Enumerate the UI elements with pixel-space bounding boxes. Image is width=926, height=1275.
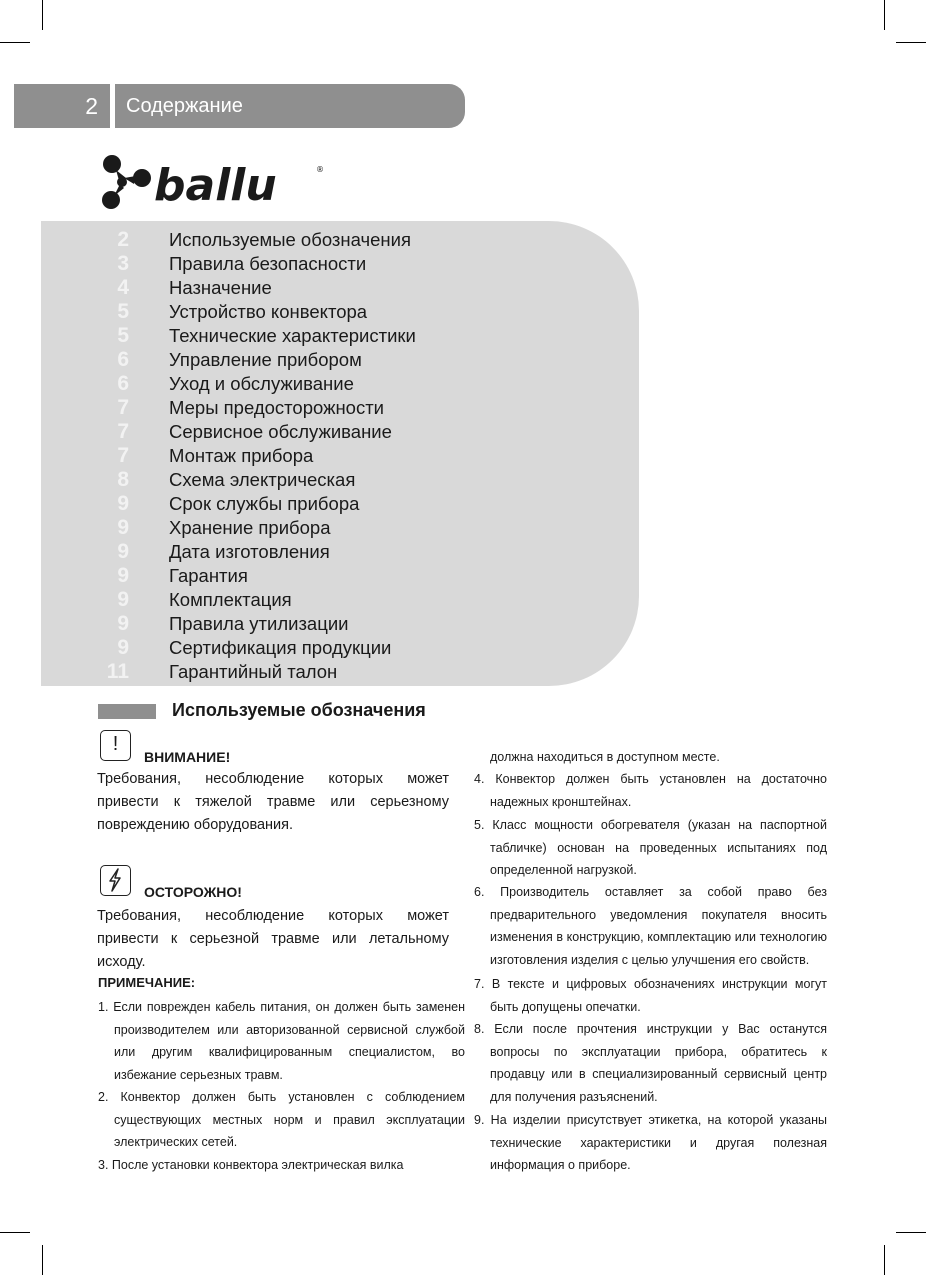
toc-page-number: 2 (117, 228, 129, 251)
toc-page-number: 9 (117, 588, 129, 611)
fan-icon (102, 155, 151, 209)
page-title: Содержание (126, 95, 243, 117)
toc-item[interactable] (41, 516, 601, 540)
toc-page-number: 9 (117, 492, 129, 515)
toc-title: Хранение прибора (169, 517, 331, 538)
note-item: 5. Класс мощности обогревателя (указан на паспортной табличке) основан на проведенных испытаниях под определенной нагрузкой. (474, 818, 827, 877)
section-rule (98, 704, 156, 719)
crop-mark (0, 1232, 30, 1233)
crop-mark (896, 42, 926, 43)
toc-item[interactable] (41, 444, 601, 468)
crop-mark (42, 1245, 43, 1275)
toc-title: Технические характеристики (169, 325, 416, 346)
toc-page-number: 6 (117, 372, 129, 395)
toc-page-number: 9 (117, 540, 129, 563)
toc-page-number: 5 (117, 324, 129, 347)
toc-title: Управление прибором (169, 349, 362, 370)
toc-item[interactable] (41, 324, 601, 348)
crop-mark (884, 1245, 885, 1275)
attention-text: Требования, несоблюдение которых может привести к тяжелой травме или серьезному повреждению оборудования. (97, 771, 449, 833)
toc-item[interactable] (41, 492, 601, 516)
toc-item[interactable] (41, 612, 601, 636)
toc-title: Устройство конвектора (169, 301, 368, 322)
toc-title: Правила безопасности (169, 253, 367, 274)
toc-title: Используемые обозначения (169, 229, 411, 250)
toc-title: Комплектация (169, 589, 292, 610)
toc-item[interactable] (41, 468, 601, 492)
toc-page-number: 7 (117, 444, 129, 467)
note-item: 6. Производитель оставляет за собой право без предварительного уведомления покупателя вносить изменения в конструкцию, комплектацию или технологию изготовления изделия с целью улучшения его свойств. (474, 885, 827, 967)
note-item: 2. Конвектор должен быть установлен с соблюдением существующих местных норм и правил эксплуатации электрических сетей. (98, 1090, 465, 1149)
crop-mark (884, 0, 885, 30)
toc-page-number: 4 (117, 276, 129, 299)
toc-item[interactable] (41, 300, 601, 324)
toc-item[interactable] (41, 588, 601, 612)
lightning-icon (100, 865, 131, 896)
toc-title: Дата изготовления (169, 541, 330, 562)
toc-title: Схема электрическая (169, 469, 356, 490)
note-title: ПРИМЕЧАНИЕ: (98, 975, 196, 990)
toc-item[interactable] (41, 540, 601, 564)
note-item: 1. Если поврежден кабель питания, он должен быть заменен производителем или авторизованной сервисной службой или другим квалифицированным специалистом, во избежание серьезных травм. (98, 1000, 465, 1082)
toc-page-number: 9 (117, 564, 129, 587)
toc-title: Сертификация продукции (169, 637, 392, 658)
toc-item[interactable] (41, 636, 601, 660)
note-item: 3. После установки конвектора электрическая вилка (98, 1158, 404, 1172)
crop-mark (42, 0, 43, 30)
registered-mark: ® (316, 165, 324, 174)
note-item: 8. Если после прочтения инструкции у Вас останутся вопросы по эксплуатации прибора, обратитесь к продавцу или в специализированный сервисный центр для получения разъяснений. (474, 1022, 827, 1104)
toc-title: Сервисное обслуживание (169, 421, 392, 442)
section-title: Используемые обозначения (172, 700, 426, 720)
caution-title: ОСТОРОЖНО! (144, 884, 242, 900)
attention-icon (100, 730, 131, 761)
toc-item[interactable] (41, 396, 601, 420)
exclamation-glyph: ! (112, 733, 119, 755)
header-divider (110, 84, 115, 128)
toc-item[interactable] (41, 660, 601, 684)
toc-page-number: 7 (117, 396, 129, 419)
toc-title: Гарантия (169, 565, 248, 586)
crop-mark (0, 42, 30, 43)
toc-item[interactable] (41, 276, 601, 300)
toc-item[interactable] (41, 252, 601, 276)
toc-page-number: 8 (117, 468, 129, 491)
caution-text: Требования, несоблюдение которых может привести к серьезной травме или летальному исходу. (97, 908, 449, 970)
toc-page-number: 9 (117, 516, 129, 539)
toc-title: Гарантийный талон (169, 661, 338, 682)
note-item: 4. Конвектор должен быть установлен на достаточно надежных кронштейнах. (474, 772, 827, 809)
crop-mark (896, 1232, 926, 1233)
ballu-logo (98, 154, 338, 210)
toc-page-number: 7 (117, 420, 129, 443)
logo-wordmark: ballu (154, 160, 277, 210)
toc-page-number: 11 (106, 660, 129, 683)
note-item: 7. В тексте и цифровых обозначениях инструкции могут быть допущены опечатки. (474, 977, 827, 1014)
note-item-continued: должна находиться в доступном месте. (490, 750, 720, 764)
toc-item[interactable] (41, 228, 601, 252)
toc-title: Правила утилизации (169, 613, 349, 634)
toc-page-number: 9 (117, 612, 129, 635)
note-item: 9. На изделии присутствует этикетка, на которой указаны технические характеристики и другая полезная информация о приборе. (474, 1113, 827, 1172)
toc-title: Срок службы прибора (169, 493, 360, 514)
toc-page-number: 6 (117, 348, 129, 371)
toc-title: Назначение (169, 277, 272, 298)
toc-page-number: 9 (117, 636, 129, 659)
toc-title: Монтаж прибора (169, 445, 314, 466)
toc-item[interactable] (41, 348, 601, 372)
toc-page-number: 5 (117, 300, 129, 323)
toc-item[interactable] (41, 372, 601, 396)
attention-title: ВНИМАНИЕ! (144, 749, 231, 765)
toc-title: Уход и обслуживание (169, 373, 354, 394)
toc-item[interactable] (41, 420, 601, 444)
page-number: 2 (85, 92, 98, 119)
toc-page-number: 3 (117, 252, 129, 275)
toc-title: Меры предосторожности (169, 397, 385, 418)
toc-item[interactable] (41, 564, 601, 588)
